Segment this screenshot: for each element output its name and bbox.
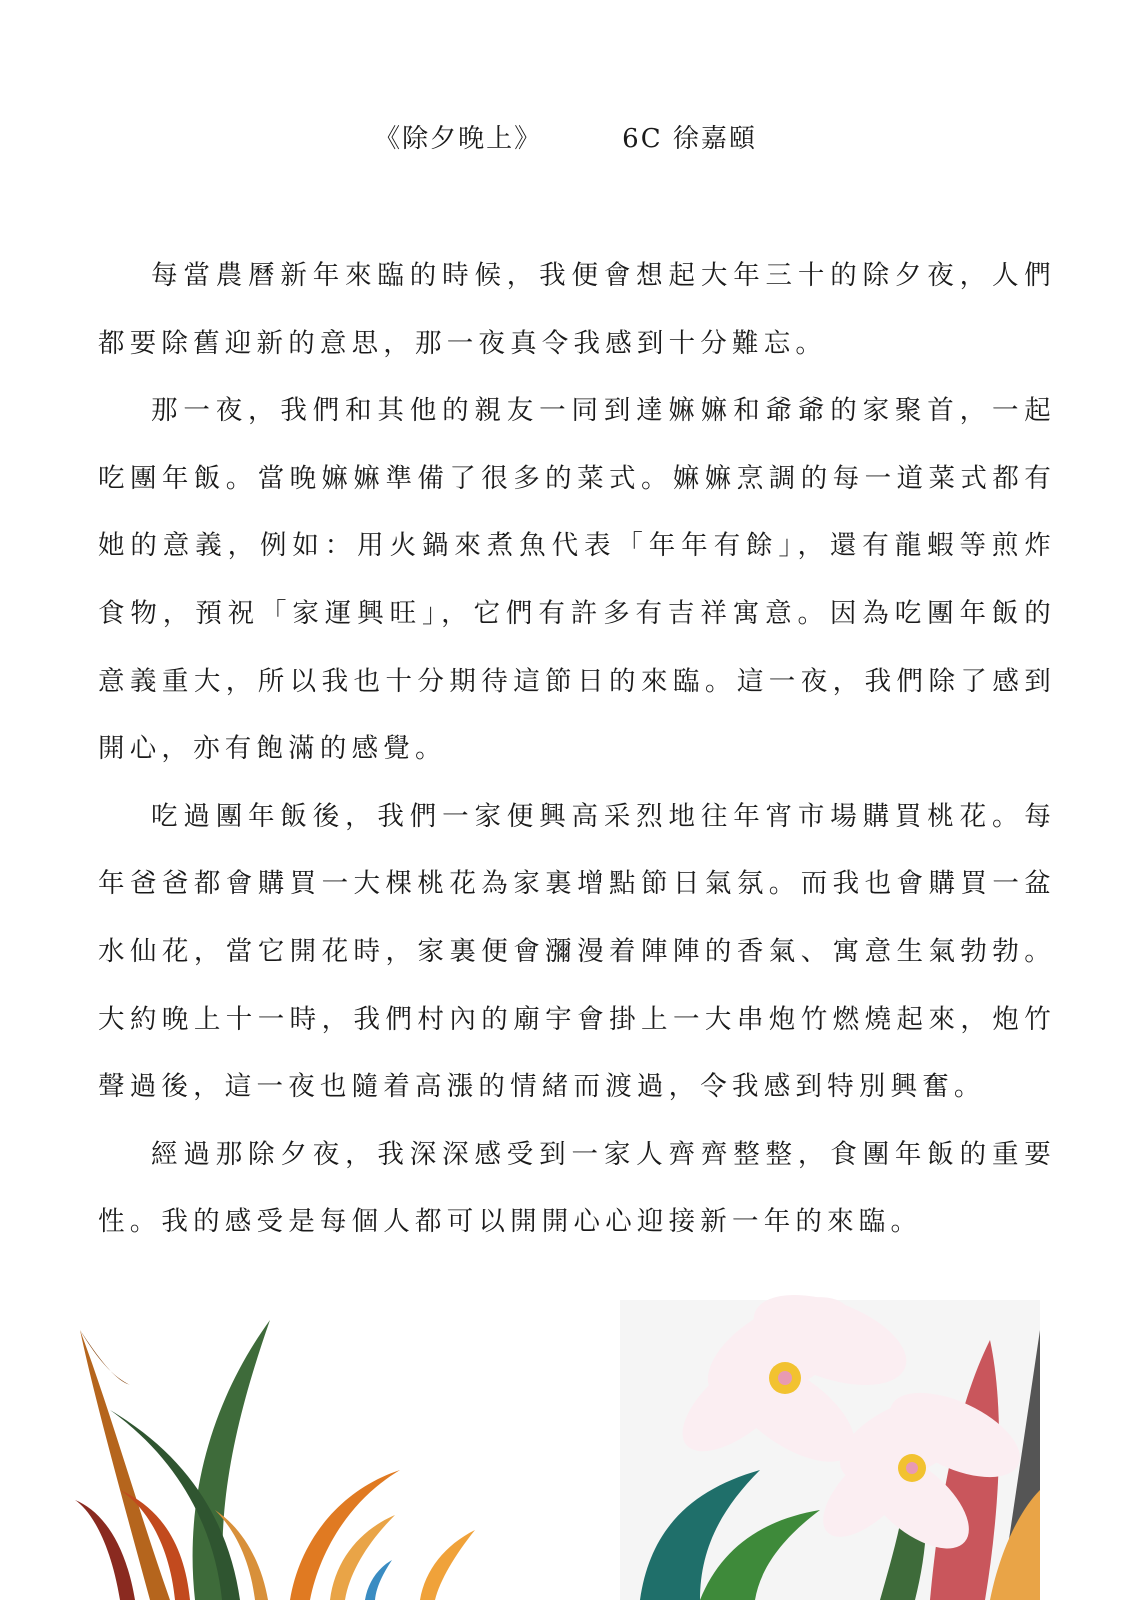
paragraph-2: 那一夜，我們和其他的親友一同到達嫲嫲和爺爺的家聚首，一起吃團年飯。當晚嫲嫲準備了很多的菜式。嫲嫲烹調的每一道菜式都有她的意義，例如：用火鍋來煮魚代表「年年有餘」，還有龍蝦等煎炸食物，預祝「家運興旺」，它們有許多有吉祥寓意。因為吃團年飯的意義重大，所以我也十分期待這節日的來臨。這一夜，我們除了感到開心，亦有飽滿的感覺。 <box>98 395 1056 765</box>
essay-title-line <box>0 118 1131 155</box>
right-lily-illustration <box>620 1275 1040 1600</box>
left-foliage-illustration <box>75 1320 475 1600</box>
paragraph-3: 吃過團年飯後，我們一家便興高采烈地往年宵市場購買桃花。每年爸爸都會購買一大棵桃花為家裏增點節日氣氛。而我也會購買一盆水仙花，當它開花時，家裏便會瀰漫着陣陣的香氣、寓意生氣勃勃。大約晚上十一時，我們村內的廟宇會掛上一大串炮竹燃燒起來，炮竹聲過後，這一夜也隨着高漲的情緒而渡過，令我感到特別興奮。 <box>98 800 1056 1103</box>
essay-title: 《除夕晚上》 <box>374 124 543 154</box>
author-label: 6C 徐嘉頤 <box>622 124 757 154</box>
paragraph-1: 每當農曆新年來臨的時候，我便會想起大年三十的除夕夜，人們都要除舊迎新的意思，那一夜真令我感到十分難忘。 <box>98 260 1056 359</box>
essay-body <box>98 242 1056 1256</box>
floral-decoration <box>0 1210 1131 1600</box>
paragraph-4: 經過那除夕夜，我深深感受到一家人齊齊整整，食團年飯的重要性。我的感受是每個人都可以開開心心迎接新一年的來臨。 <box>98 1138 1056 1238</box>
